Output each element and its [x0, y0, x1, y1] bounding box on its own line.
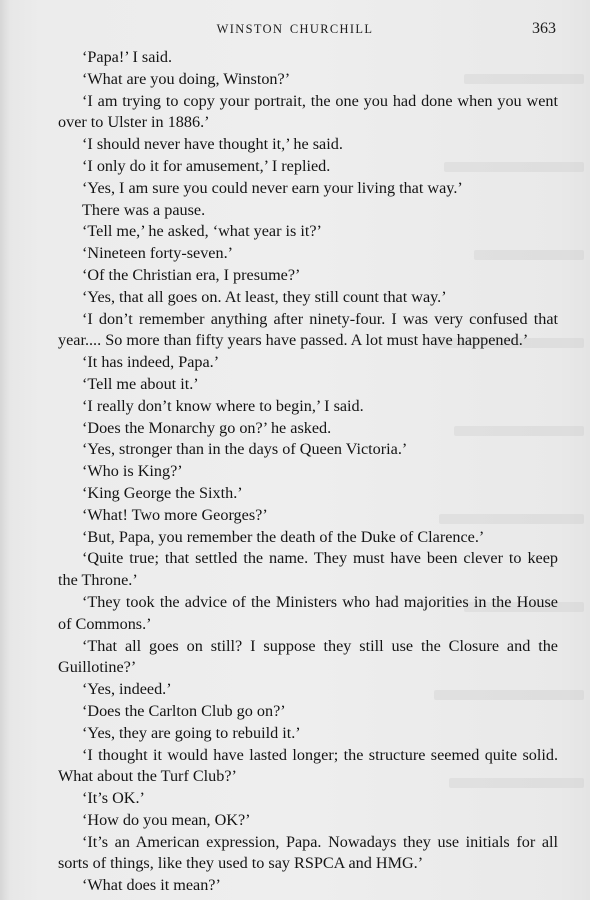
paragraph: ‘What are you doing, Winston?’ [82, 69, 291, 88]
paragraph: ‘Who is King?’ [82, 462, 183, 481]
paragraph: ‘Yes, stronger than in the days of Queen Victoria.’ [82, 440, 408, 459]
page-number: 363 [532, 20, 556, 37]
paragraph: ‘But, Papa, you remember the death of the Duke of Clarence.’ [82, 527, 485, 546]
paragraph: ‘Yes, that all goes on. At least, they still count that way.’ [82, 287, 447, 306]
paragraph: ‘What! Two more Georges?’ [82, 505, 268, 524]
paragraph: ‘King George the Sixth.’ [82, 483, 243, 502]
paragraph: ‘Yes, I am sure you could never earn your living that way.’ [82, 178, 463, 197]
paragraph: ‘I only do it for amusement,’ I replied. [82, 156, 331, 175]
paragraph: ‘How do you mean, OK?’ [82, 810, 251, 829]
paragraph: ‘Tell me about it.’ [82, 374, 199, 393]
paragraph: ‘Yes, indeed.’ [82, 680, 172, 699]
paragraph: ‘I don’t remember anything after ninety-four. I was very confused that year.... So more than fifty years have passed. A lot must have happened.’ [58, 309, 558, 350]
paragraph: ‘Does the Monarchy go on?’ he asked. [82, 418, 332, 437]
paragraph: There was a pause. [82, 200, 206, 219]
paragraph: ‘Yes, they are going to rebuild it.’ [82, 723, 301, 742]
paragraph: ‘I really don’t know where to begin,’ I said. [82, 396, 364, 415]
paragraph: ‘They took the advice of the Ministers who had majorities in the House of Commons.’ [58, 592, 558, 633]
paragraph: ‘Does the Carlton Club go on?’ [82, 701, 286, 720]
paragraph: ‘Quite true; that settled the name. They must have been clever to keep the Throne.’ [58, 549, 558, 590]
paragraph: ‘I am trying to copy your portrait, the one you had done when you went over to Ulster in 1886.’ [58, 91, 558, 132]
paragraph: ‘It has indeed, Papa.’ [82, 353, 220, 372]
paragraph: ‘What does it mean?’ [82, 876, 221, 895]
paragraph: ‘I thought it would have lasted longer; the structure seemed quite solid. What about the Turf Club?’ [58, 745, 558, 786]
paragraph: ‘That all goes on still? I suppose they still use the Closure and the Guillotine?’ [58, 636, 558, 677]
running-head: WINSTON CHURCHILL [216, 22, 374, 36]
body-text [58, 47, 558, 897]
paragraph: ‘Papa!’ I said. [82, 48, 173, 66]
page-header [0, 20, 590, 44]
paragraph: ‘It’s an American expression, Papa. Nowadays they use initials for all sorts of things, like they used to say RSPCA and HMG.’ [58, 832, 558, 873]
paragraph: ‘Nineteen forty-seven.’ [82, 244, 234, 263]
paragraph: ‘I should never have thought it,’ he said. [82, 135, 343, 154]
paragraph: ‘It’s OK.’ [82, 789, 145, 808]
paragraph: ‘Tell me,’ he asked, ‘what year is it?’ [82, 222, 322, 241]
paragraph: ‘Of the Christian era, I presume?’ [82, 265, 301, 284]
